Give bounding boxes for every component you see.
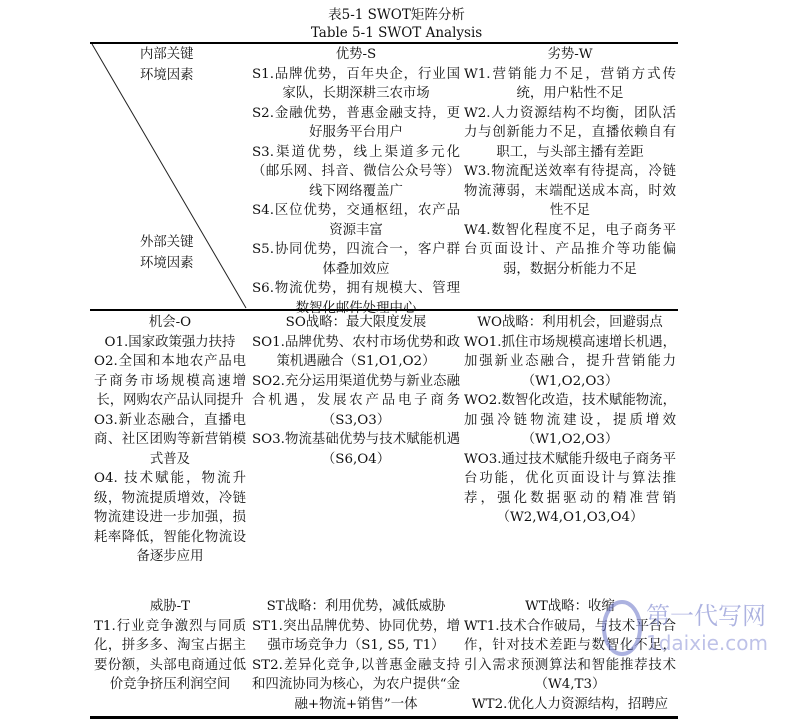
so-strategy-cell <box>252 313 460 469</box>
wo-item: WO2.数智化改造，技术赋能物流，加强冷链物流建设，提质增效（W1,O2,O3） <box>464 393 676 447</box>
opportunity-item: O3.新业态融合，直播电商、社区团购等新营销模式普及 <box>94 412 246 467</box>
opportunities-heading: 机会-O <box>148 315 192 330</box>
weakness-item: W1.营销能力不足，营销方式传统，用户粘性不足 <box>464 66 676 101</box>
st-heading: ST战略：利用优势，减低威胁 <box>266 599 446 614</box>
st-strategy-cell <box>252 597 460 716</box>
strengths-cell <box>252 45 460 318</box>
table-caption-en: Table 5-1 SWOT Analysis <box>310 25 483 41</box>
bottom-rule <box>90 716 678 719</box>
wt-item: WT2.优化人力资源结构，招聘应 <box>471 696 669 712</box>
weakness-item: W3.物流配送效率有待提高，冷链物流薄弱，末端配送成本高，时效性不足 <box>464 164 676 218</box>
so-item: SO3.物流基础优势与技术赋能机遇（S6,O4） <box>252 432 460 467</box>
corner-external-line: 外部关键 <box>140 235 194 250</box>
st-item: ST2.差异化竞争,以普惠金融支持和四流协同为核心，为农户提供“金融+物流+销售”一体 <box>252 657 460 712</box>
threats-heading: 威胁-T <box>149 599 191 614</box>
strengths-heading: 优势-S <box>335 47 377 62</box>
wo-item: WO1.抓住市场规模高速增长机遇，加强新业态融合，提升营销能力（W1,O2,O3） <box>464 334 676 389</box>
watermark-en: 1daixie.com <box>646 631 769 655</box>
watermark-cn: 第一代写网 <box>646 602 766 630</box>
weaknesses-cell <box>464 45 676 279</box>
wt-item: WT1.技术合作破局，与技术平台合作，针对技术差距与数智化不足，引入需求预测算法和智能推荐技术（W4,T3） <box>464 618 676 692</box>
watermark-logo <box>600 598 790 658</box>
strength-item: S5.协同优势，四流合一，客户群体叠加效应 <box>252 242 460 277</box>
strength-item: S2.金融优势，普惠金融支持，更好服务平台用户 <box>252 105 460 140</box>
weakness-item: W4.数智化程度不足，电子商务平台页面设计、产品推介等功能偏弱，数据分析能力不足 <box>464 222 676 277</box>
wo-heading: WO战略：利用机会，回避弱点 <box>477 315 663 330</box>
wo-strategy-cell <box>464 313 676 528</box>
corner-internal-line: 环境因素 <box>140 68 194 83</box>
wt-heading: WT战略：收缩 <box>525 599 615 614</box>
opportunity-item: O2.全国和本地农产品电子商务市场规模高速增长，网购农产品认同提升 <box>94 354 246 408</box>
corner-internal-label <box>140 44 194 86</box>
so-item: SO2.充分运用渠道优势与新业态融合机遇，发展农产品电子商务（S3,O3） <box>252 373 460 428</box>
opportunity-item: O4. 技术赋能，物流升级，物流提质增效，冷链物流建设进一步加强，损耗率降低，智能化物流设备逐步应用 <box>94 471 246 564</box>
strength-item: S4.区位优势，交通枢纽，农产品资源丰富 <box>252 203 460 238</box>
corner-internal-line: 内部关键 <box>140 47 194 62</box>
strength-item: S1.品牌优势，百年央企，行业国家队，长期深耕三农市场 <box>252 66 460 101</box>
corner-external-line: 环境因素 <box>140 256 194 271</box>
corner-external-label <box>140 232 194 274</box>
table-caption-cn: 表5-1 SWOT矩阵分析 <box>328 7 465 23</box>
threats-cell <box>94 597 246 695</box>
strength-item: S3.渠道优势，线上渠道多元化（邮乐网、抖音、微信公众号等）线下网络覆盖广 <box>252 144 460 199</box>
threat-item: T1.行业竞争激烈与同质化，拼多多、淘宝占据主要份额，头部电商通过低价竞争挤压利润空间 <box>94 618 246 692</box>
st-item: ST1.突出品牌优势、协同优势，增强市场竞争力（S1, S5, T1） <box>252 618 460 653</box>
so-item: SO1.品牌优势、农村市场优势和政策机遇融合（S1,O1,O2） <box>252 334 460 369</box>
wo-item: WO3.通过技术赋能升级电子商务平台功能，优化页面设计与算法推荐，强化数据驱动的精准营销（W2,W4,O1,O3,O4） <box>464 451 676 525</box>
weakness-item: W2.人力资源结构不均衡，团队活力与创新能力不足，直播依赖自有职工，与头部主播有差距 <box>464 105 676 160</box>
opportunity-item: O1.国家政策强力扶持 <box>104 334 236 350</box>
so-heading: SO战略：最大限度发展 <box>285 315 427 330</box>
opportunities-cell <box>94 313 246 567</box>
weaknesses-heading: 劣势-W <box>547 47 593 62</box>
strength-item: S6.物流优势，拥有规模大、管理数智化邮件处理中心 <box>252 281 460 316</box>
